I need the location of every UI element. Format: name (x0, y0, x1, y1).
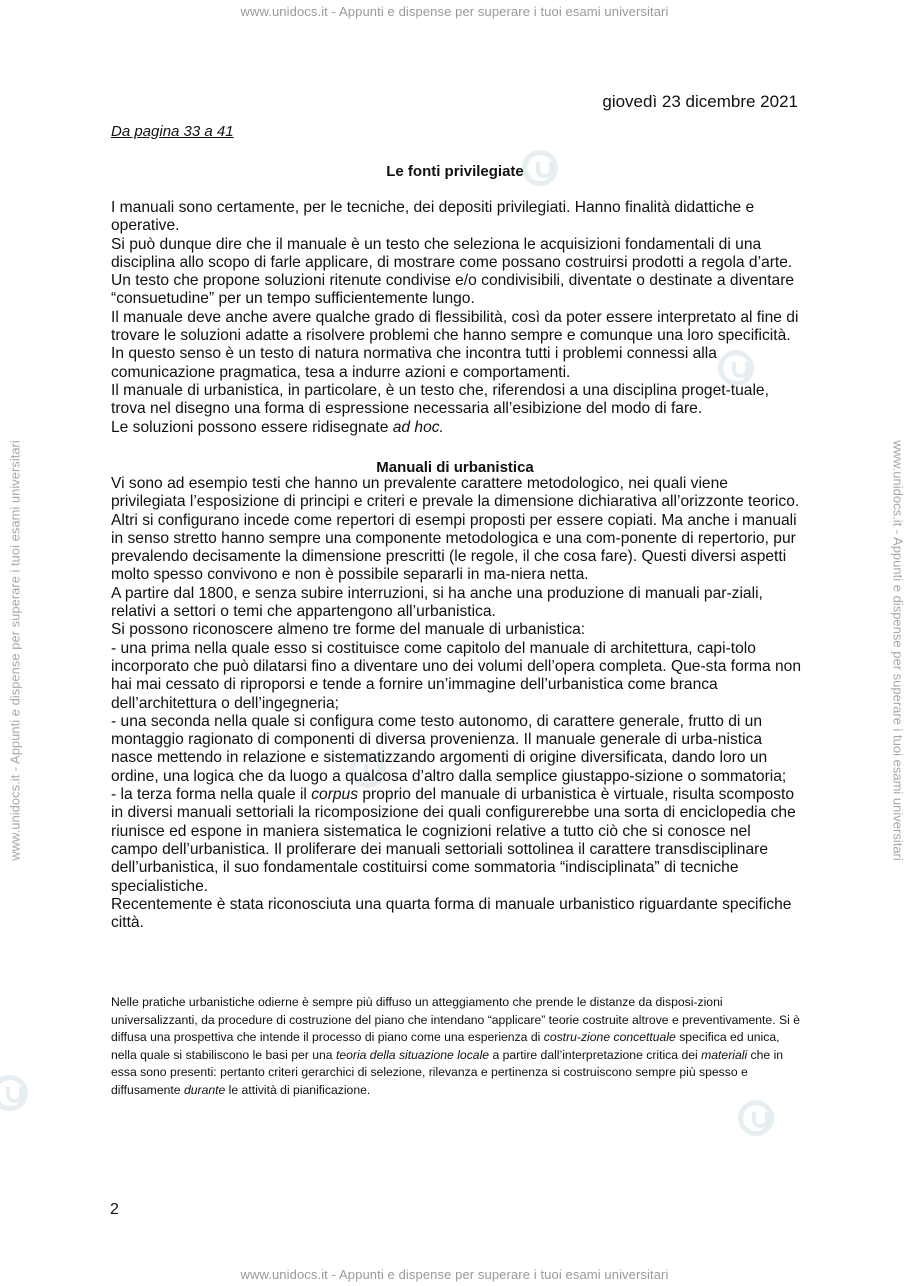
note-italic: materiali (701, 1047, 748, 1062)
paragraph (111, 419, 801, 437)
note-text: che in essa sono presenti: pertanto criteri gerarchici di selezione, rilevanza e pertinenza si costruiscono sempre più spesso e diffusamente (111, 1047, 784, 1097)
note-text: Nelle pratiche urbanistiche odierne è sempre più diffuso un atteggiamento che prende le distanze da disposi-zioni universalizzanti, da procedure di costruzione del piano che intendano “applicare” teorie costruite altrove e preventivamente. Si è diffusa una prospettiva che intende il processo di piano come una esperienza di (111, 995, 800, 1045)
paragraph-italic: corpus (311, 786, 359, 804)
side-note (111, 994, 801, 1100)
paragraph: A partire dal 1800, e senza subire interruzioni, si ha anche una produzione di manuali par-ziali, relativi a settori o temi che appartengono all’urbanistica. (111, 584, 763, 621)
note-text: le attività di pianificazione. (225, 1082, 371, 1097)
watermark-top: www.unidocs.it - Appunti e dispense per superare i tuoi esami universitari (240, 4, 669, 19)
paragraph: Il manuale di urbanistica, in particolare, è un testo che, riferendosi a una disciplina proget-tuale, trova nel disegno una forma di espressione necessaria all’esibizione del modo di fare. (111, 381, 769, 418)
note-italic: costru-zione concettuale (543, 1030, 676, 1045)
paragraph-text: proprio del manuale di urbanistica è virtuale, risulta scomposto in diversi manuali settoriali la ricomposizione dei quali configurerebbe una sorta di enciclopedia che riunisce ed espone in maniera sistematica le cognizioni relative a tutto ciò che si conosce nel campo dell’urbanistica. Il proliferare dei manuali settoriali sottolinea il carattere transdisciplinare dell’urbanistica, il suo fondamentale costituirsi come sommatoria “indisciplinata” di tecniche specialistiche. (111, 786, 796, 895)
section-body-fonti (111, 199, 801, 437)
section-title-fonti: Le fonti privilegiate (386, 163, 524, 180)
paragraph: - una prima nella quale esso si costituisce come capitolo del manuale di architettura, capi-tolo incorporato che può dilatarsi fino a diventare uno dei volumi dell’opera completa. Que-sta forma non hai mai cessato di riproporsi e tende a fornire un’immagine dell’urbanistica come branca dell’architettura o dell’ingegneria; (111, 639, 801, 712)
page-reference: Da pagina 33 a 41 (111, 123, 234, 140)
note-text: specifica ed unica, nella quale si stabiliscono le basi per una (111, 1030, 780, 1062)
note-italic: durante (183, 1082, 226, 1097)
watermark-bottom: www.unidocs.it - Appunti e dispense per superare i tuoi esami universitari (240, 1267, 669, 1282)
section-title-manuali: Manuali di urbanistica (376, 459, 534, 476)
paragraph-text: Le soluzioni possono essere ridisegnate (111, 418, 393, 436)
paragraph: - una seconda nella quale si configura come testo autonomo, di carattere generale, frutto di un montaggio ragionato di componenti di diversa provenienza. Il manuale generale di urba-nistica nasce mettendo in relazione e sistematizzando argomenti di origine diversificata, dando loro un ordine, una logica che da luogo a qualcosa d’altro dalla semplice giustappo-sizione o sommatoria; (111, 712, 787, 785)
paragraph: Si può dunque dire che il manuale è un testo che seleziona le acquisizioni fondamentali di una disciplina allo scopo di farle applicare, di mostrare come possano costruirsi prodotti a regola d’arte. Un testo che propone soluzioni ritenute condivise e/o condivisibili, diventate o destinate a diventare “consuetudine” per un tempo sufficientemente lungo. (111, 235, 795, 308)
watermark-logo-icon (738, 1100, 774, 1136)
paragraph: I manuali sono certamente, per le tecniche, dei depositi privilegiati. Hanno finalità didattiche e operative. (111, 199, 755, 235)
paragraph-italic: ad hoc. (392, 418, 444, 436)
section-body-manuali (111, 475, 801, 932)
paragraph: Recentemente è stata riconosciuta una quarta forma di manuale urbanistico riguardante specifiche città. (111, 895, 792, 932)
watermark-right: www.unidocs.it - Appunti e dispense per superare i tuoi esami universitari (890, 440, 906, 861)
note-italic: teoria della situazione locale (335, 1047, 490, 1062)
page-number: 2 (110, 1201, 119, 1218)
document-date: giovedì 23 dicembre 2021 (602, 92, 798, 111)
watermark-logo-icon (0, 1075, 28, 1111)
paragraph: Si possono riconoscere almeno tre forme del manuale di urbanistica: (111, 621, 586, 639)
watermark-left: www.unidocs.it - Appunti e dispense per superare i tuoi esami universitari (7, 440, 23, 861)
paragraph: Il manuale deve anche avere qualche grado di flessibilità, così da poter essere interpretato al fine di trovare le soluzioni adatte a risolvere problemi che hanno sempre e comunque una loro specificità. In questo senso è un testo di natura normativa che incontra tutti i problemi connessi alla comunicazione pragmatica, tesa a indurre azioni e comportamenti. (111, 308, 799, 381)
note-text: a partire dall’interpretazione critica dei (489, 1047, 702, 1062)
paragraph (111, 786, 801, 896)
paragraph-text: - la terza forma nella quale il (111, 786, 312, 804)
paragraph: Vi sono ad esempio testi che hanno un prevalente carattere metodologico, nei quali viene privilegiata l’esposizione di principi e criteri e prevale la dimensione dichiarativa all’orizzonte teorico. Altri si configurano incede come repertori di esempi proposti per essere copiati. Ma anche i manuali in senso stretto hanno sempre una componente metodologica e una com-ponente di repertorio, pur prevalendo decisamente la dimensione prescritti (le regole, il che cosa fare). Questi diversi aspetti molto spesso convivono e non è possibile separarli in ma-niera netta. (111, 475, 800, 584)
